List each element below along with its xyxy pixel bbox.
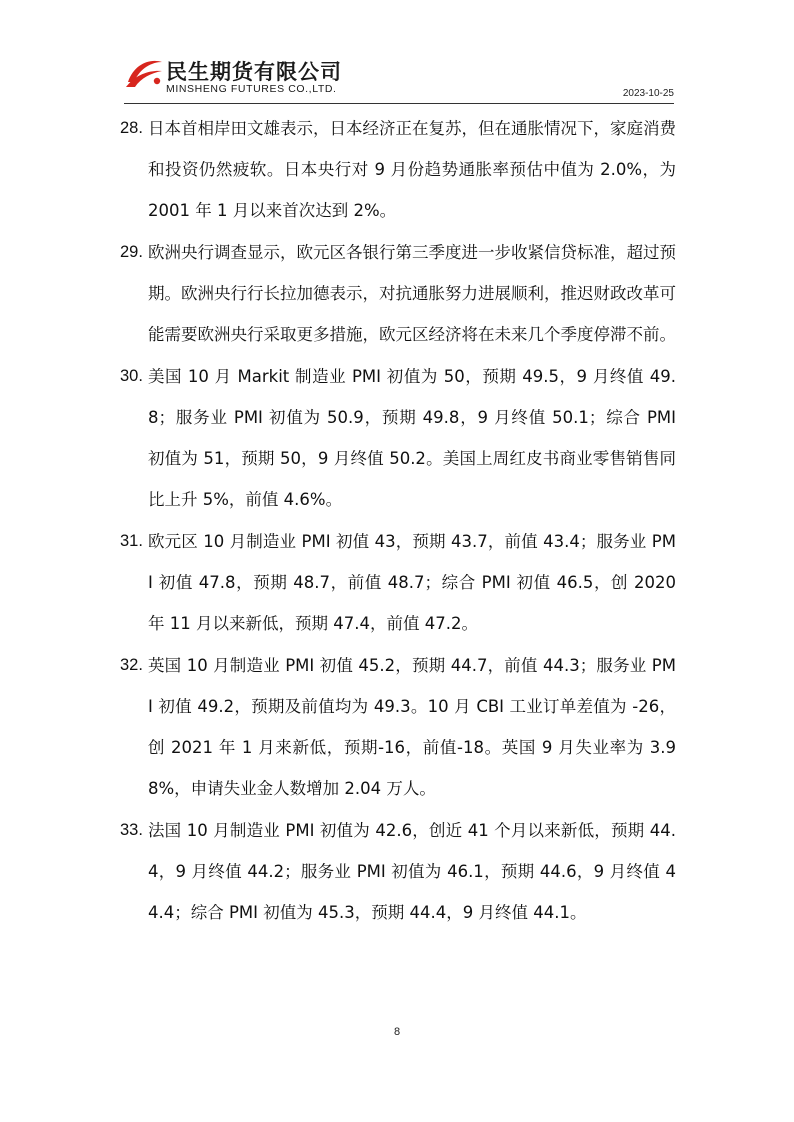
header-divider [124, 103, 674, 104]
page-number: 8 [393, 1026, 401, 1038]
item-number: 28. [120, 119, 143, 137]
list-item [120, 645, 676, 809]
item-text: 欧洲央行调查显示，欧元区各银行第三季度进一步收紧信贷标准，超过预期。欧洲央行行长拉加德表示，对抗通胀努力进展顺利，推迟财政改革可能需要欧洲央行采取更多措施，欧元区经济将在未来几个季度停滞不前。 [148, 243, 676, 344]
list-item [120, 356, 676, 520]
item-text: 英国 10 月制造业 PMI 初值 45.2，预期 44.7，前值 44.3；服务业 PMI 初值 49.2，预期及前值均为 49.3。10 月 CBI 工业订单差值为 -26，创 2021 年 1 月来新低，预期-16，前值-18。英国 9 月失业率为 3.98%，申请失业金人数增加 2.04 万人。 [148, 656, 676, 798]
item-text: 欧元区 10 月制造业 PMI 初值 43，预期 43.7，前值 43.4；服务业 PMI 初值 47.8，预期 48.7，前值 48.7；综合 PMI 初值 46.5，创 2020 年 11 月以来新低，预期 47.4，前值 47.2。 [148, 532, 676, 633]
item-text: 法国 10 月制造业 PMI 初值为 42.6，创近 41 个月以来新低，预期 44.4，9 月终值 44.2；服务业 PMI 初值为 46.1，预期 44.6，9 月终值 44.4；综合 PMI 初值为 45.3，预期 44.4，9 月终值 44.1。 [148, 821, 676, 922]
company-name-en: MINSHENG FUTURES CO.,LTD. [166, 83, 337, 95]
list-item [120, 108, 676, 231]
minsheng-logo-icon [124, 56, 164, 90]
item-number: 33. [120, 821, 143, 839]
item-number: 31. [120, 532, 143, 550]
company-name-cn: 民生期货有限公司 [166, 60, 342, 84]
item-text: 日本首相岸田文雄表示，日本经济正在复苏，但在通胀情况下，家庭消费和投资仍然疲软。日本央行对 9 月份趋势通胀率预估中值为 2.0%，为 2001 年 1 月以来首次达到 2%。 [148, 119, 676, 220]
item-number: 30. [120, 367, 143, 385]
news-list [120, 108, 676, 934]
item-number: 32. [120, 656, 143, 674]
item-number: 29. [120, 243, 143, 261]
list-item [120, 810, 676, 933]
page-header [124, 52, 674, 104]
list-item [120, 232, 676, 355]
item-text: 美国 10 月 Markit 制造业 PMI 初值为 50，预期 49.5，9 月终值 49.8；服务业 PMI 初值为 50.9，预期 49.8，9 月终值 50.1；综合 PMI 初值为 51，预期 50，9 月终值 50.2。美国上周红皮书商业零售销售同比上升 5%，前值 4.6%。 [148, 367, 676, 509]
list-item [120, 521, 676, 644]
report-date: 2023-10-25 [622, 88, 674, 99]
